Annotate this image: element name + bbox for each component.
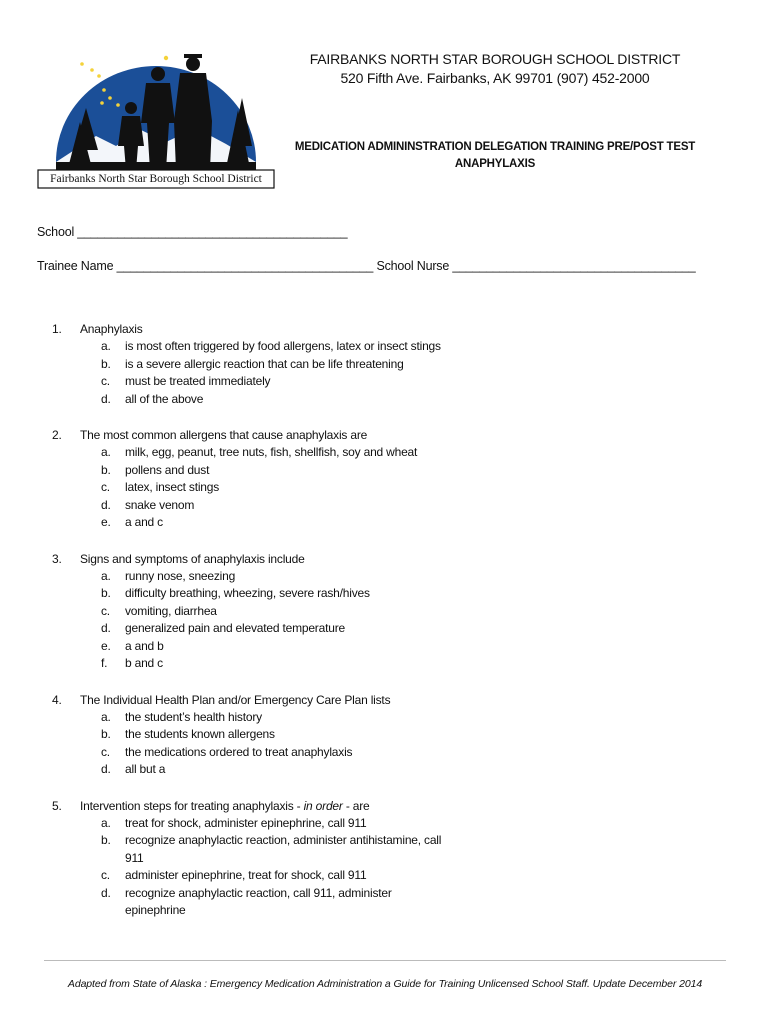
district-address: 520 Fifth Ave. Fairbanks, AK 99701 (907) 452-2000: [340, 70, 650, 86]
question-number: 5.: [52, 798, 62, 813]
answer-option[interactable]: [52, 479, 472, 497]
question-stem: [52, 426, 472, 444]
option-text: snake venom: [125, 497, 195, 512]
question-text-emphasis: in order: [303, 798, 343, 813]
option-text: milk, egg, peanut, tree nuts, fish, shellfish, soy and wheat: [125, 445, 418, 459]
question-stem: [52, 691, 472, 709]
option-text: recognize anaphylactic reaction, call 911, administer epinephrine: [125, 885, 392, 917]
option-letter: c.: [101, 480, 110, 494]
answer-option[interactable]: [52, 568, 472, 586]
answer-option[interactable]: [52, 373, 472, 391]
answer-option[interactable]: [52, 391, 472, 409]
answer-option[interactable]: [52, 444, 472, 462]
answer-options: [52, 709, 472, 779]
option-letter: f.: [101, 656, 108, 670]
option-letter: b.: [101, 356, 111, 371]
option-letter: d.: [101, 497, 111, 512]
option-letter: e.: [101, 638, 111, 653]
district-logo: [36, 50, 276, 190]
answer-option[interactable]: [52, 709, 472, 727]
option-letter: b.: [101, 586, 111, 600]
option-letter: d.: [101, 621, 111, 635]
option-letter: a.: [101, 709, 111, 724]
option-text: difficulty breathing, wheezing, severe rash/hives: [125, 586, 370, 600]
option-text: a and b: [125, 638, 164, 653]
title-line-2: ANAPHYLAXIS: [454, 158, 536, 170]
option-letter: a.: [101, 815, 111, 830]
question-text: The most common allergens that cause anaphylaxis are: [80, 428, 368, 442]
answer-option[interactable]: [52, 815, 472, 833]
trainee-name-label[interactable]: Trainee Name ______________________________________: [37, 259, 374, 273]
district-name: FAIRBANKS NORTH STAR BOROUGH SCHOOL DISTRICT: [309, 51, 681, 67]
answer-option[interactable]: [52, 603, 472, 621]
answer-options: [52, 444, 472, 532]
answer-option[interactable]: [52, 338, 472, 356]
option-text: runny nose, sneezing: [125, 568, 236, 583]
question-number: 1.: [52, 322, 62, 336]
question-3: [52, 550, 472, 673]
option-letter: b.: [101, 833, 111, 847]
option-letter: d.: [101, 885, 111, 900]
answer-option[interactable]: [52, 356, 472, 374]
answer-option[interactable]: [52, 744, 472, 762]
question-text: Anaphylaxis: [80, 322, 143, 336]
option-letter: c.: [101, 374, 110, 388]
answer-options: [52, 815, 472, 920]
option-text: treat for shock, administer epinephrine, call 911: [125, 815, 367, 830]
answer-options: [52, 568, 472, 673]
answer-options: [52, 338, 472, 408]
option-text: all but a: [125, 762, 166, 776]
answer-option[interactable]: [52, 638, 472, 656]
option-letter: c.: [101, 868, 110, 882]
option-text: the medications ordered to treat anaphylaxis: [125, 744, 353, 759]
question-number: 4.: [52, 692, 62, 707]
question-number: 2.: [52, 428, 62, 442]
question-text: Signs and symptoms of anaphylaxis include: [80, 551, 305, 566]
option-text: b and c: [125, 656, 163, 670]
option-text: the student’s health history: [125, 709, 262, 724]
question-list: [52, 320, 472, 938]
option-text: a and c: [125, 515, 163, 529]
answer-option[interactable]: [52, 585, 472, 603]
district-header: [290, 50, 700, 88]
question-stem: [52, 550, 472, 568]
question-2: [52, 426, 472, 532]
option-text: recognize anaphylactic reaction, administer antihistamine, call 911: [125, 833, 442, 865]
school-nurse-field[interactable]: School Nurse ____________________________________: [376, 259, 696, 273]
answer-option[interactable]: [52, 620, 472, 638]
answer-option[interactable]: [52, 832, 472, 867]
option-text: pollens and dust: [125, 462, 210, 477]
option-letter: c.: [101, 603, 110, 618]
option-text: is most often triggered by food allergens, latex or insect stings: [125, 339, 441, 353]
option-text: vomiting, diarrhea: [125, 603, 217, 618]
question-number: 3.: [52, 551, 62, 566]
trainee-name-field[interactable]: [37, 259, 695, 273]
option-text: must be treated immediately: [125, 374, 271, 388]
school-field[interactable]: School ________________________________________: [37, 225, 348, 239]
option-text: is a severe allergic reaction that can be life threatening: [125, 356, 404, 371]
option-text: the students known allergens: [125, 727, 275, 741]
footer-divider: [44, 960, 726, 961]
document-title: [290, 139, 700, 173]
question-stem: [52, 320, 472, 338]
answer-option[interactable]: [52, 655, 472, 673]
logo-graphic: [36, 50, 276, 190]
question-4: [52, 691, 472, 779]
question-text: The Individual Health Plan and/or Emergency Care Plan lists: [80, 692, 391, 707]
option-letter: d.: [101, 391, 111, 406]
answer-option[interactable]: [52, 462, 472, 480]
option-text: administer epinephrine, treat for shock, call 911: [125, 868, 367, 882]
question-text-start: Intervention steps for treating anaphylaxis -: [80, 798, 304, 813]
answer-option[interactable]: [52, 761, 472, 779]
logo-caption: Fairbanks North Star Borough School District: [50, 173, 262, 185]
option-letter: a.: [101, 339, 111, 353]
question-stem: [52, 797, 472, 815]
question-5: [52, 797, 472, 920]
option-letter: e.: [101, 515, 111, 529]
option-letter: a.: [101, 445, 111, 459]
footer-citation: Adapted from State of Alaska : Emergency Medication Administration a Guide for Training Unlicensed School Staff. Update December 2014: [67, 978, 703, 990]
title-line-1: MEDICATION ADMININSTRATION DELEGATION TRAINING PRE/POST TEST: [294, 141, 696, 153]
option-text: generalized pain and elevated temperature: [125, 621, 345, 635]
option-text: all of the above: [125, 391, 204, 406]
answer-option[interactable]: [52, 885, 472, 920]
option-letter: c.: [101, 744, 110, 759]
answer-option[interactable]: [52, 867, 472, 885]
answer-option[interactable]: [52, 514, 472, 532]
question-1: [52, 320, 472, 408]
option-letter: b.: [101, 727, 111, 741]
option-text: latex, insect stings: [125, 480, 220, 494]
option-letter: a.: [101, 568, 111, 583]
answer-option[interactable]: [52, 726, 472, 744]
option-letter: d.: [101, 762, 111, 776]
option-letter: b.: [101, 462, 111, 477]
question-text-end: - are: [342, 798, 370, 813]
question-text: [80, 797, 370, 815]
answer-option[interactable]: [52, 497, 472, 515]
